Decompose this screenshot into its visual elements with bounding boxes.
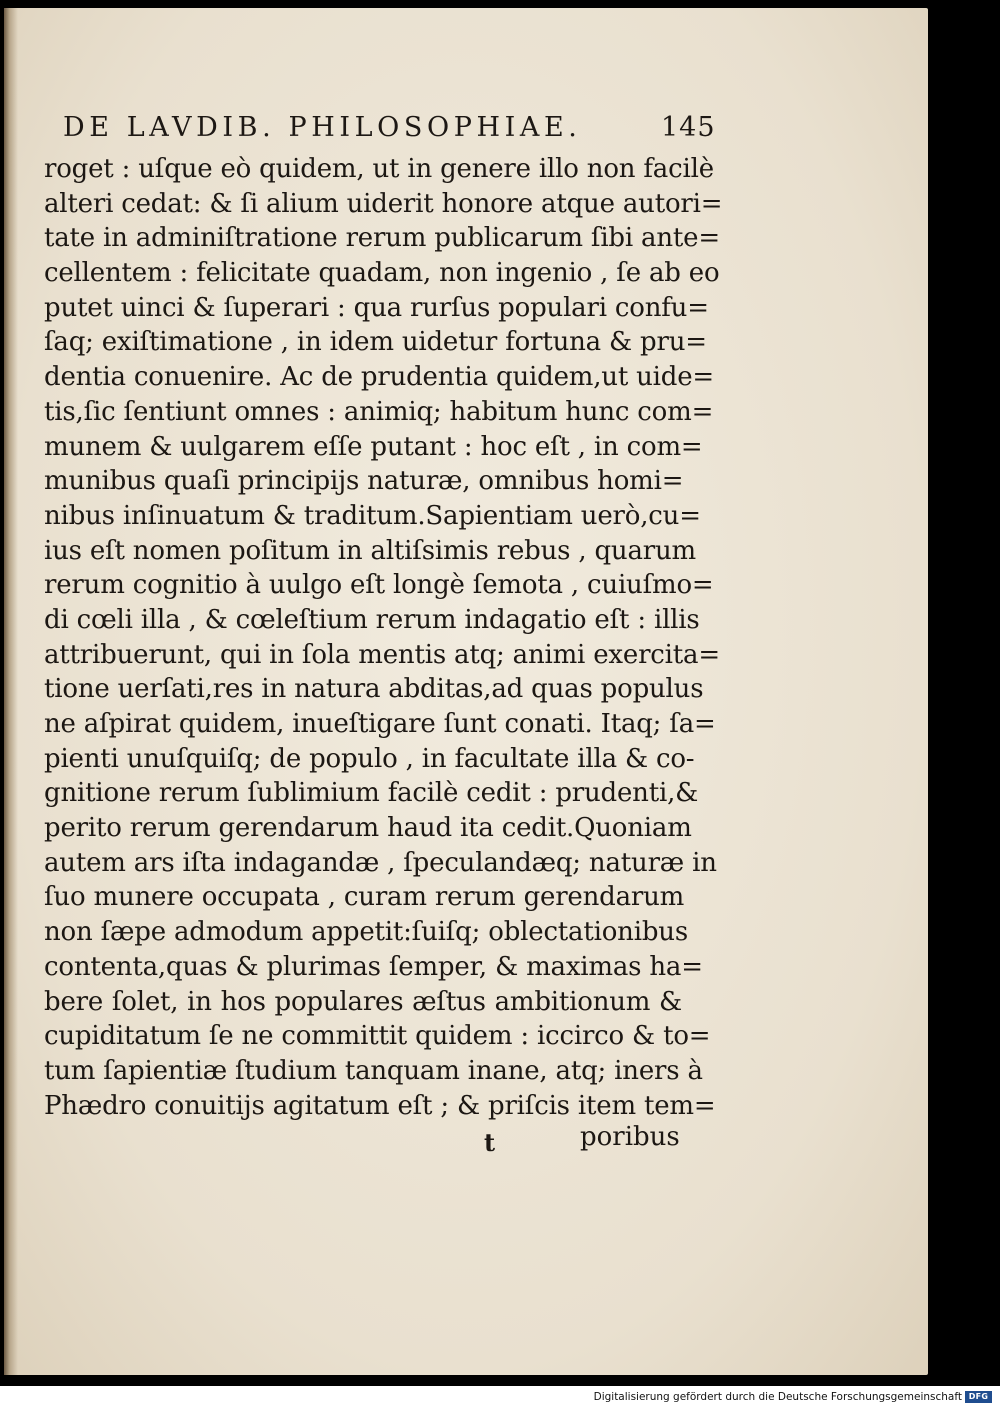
page-number: 145 <box>661 112 716 143</box>
text-line: nibus inſinuatum & traditum.Sapientiam uerò,cu= <box>44 500 701 531</box>
text-line: contenta,quas & plurimas ſemper, & maximas ha= <box>44 951 703 982</box>
running-head <box>0 112 1000 152</box>
catchword: poribus <box>580 1122 680 1152</box>
text-line: tione uerſati,res in natura abditas,ad quas populus <box>44 674 704 705</box>
text-line: attribuerunt, qui in ſola mentis atq; animi exercita= <box>44 639 720 670</box>
text-line: tum ſapientiæ ſtudium tanquam inane, atq; iners à <box>44 1055 703 1086</box>
text-line: tis,ſic ſentiunt omnes : animiq; habitum hunc com= <box>44 396 714 427</box>
text-line: putet uinci & ſuperari : qua rurſus populari confu= <box>44 292 709 323</box>
text-line: ius eſt nomen poſitum in altiſsimis rebus , quarum <box>44 535 697 566</box>
funding-credit: Digitalisierung gefördert durch die Deutsche Forschungsgemeinschaft <box>593 1391 962 1403</box>
text-line: non ſæpe admodum appetit:ſuiſq; oblectationibus <box>44 917 688 948</box>
dfg-logo-icon: DFG <box>965 1391 992 1403</box>
signature-mark: t <box>484 1128 496 1157</box>
text-line: cellentem : felicitate quadam, non ingenio , ſe ab eo <box>44 258 720 289</box>
text-line: alteri cedat: & ſi alium uiderit honore atque autori= <box>44 188 723 219</box>
text-line: ſuo munere occupata , curam rerum gerendarum <box>44 882 685 913</box>
text-line: pienti unuſquiſq; de populo , in facultate illa & co- <box>44 743 695 774</box>
text-line: ne aſpirat quidem, inueſtigare ſunt conati. Itaq; ſa= <box>44 709 716 739</box>
text-line: tate in adminiſtratione rerum publicarum ſibi ante= <box>44 223 720 254</box>
text-line: Phædro conuitijs agitatum eſt ; & priſcis item tem= <box>44 1090 716 1121</box>
text-line: dentia conuenire. Ac de prudentia quidem,ut uide= <box>44 362 715 393</box>
text-line: ſaq; exiſtimatione , in idem uidetur fortuna & pru= <box>44 327 707 358</box>
page-gutter-shadow <box>4 8 18 1375</box>
page-foot <box>0 1122 1000 1158</box>
text-line: roget : uſque eò quidem, ut in genere illo non facilè <box>44 154 714 184</box>
body-text <box>44 152 723 1123</box>
text-line: bere ſolet, in hos populares æſtus ambitionum & <box>44 986 682 1017</box>
text-line: di cœli illa , & cœleſtium rerum indagatio eſt : illis <box>44 604 700 635</box>
text-line: munem & uulgarem eſſe putant : hoc eſt , in com= <box>44 431 703 462</box>
text-line: cupiditatum ſe ne committit quidem : iccirco & to= <box>44 1021 711 1052</box>
running-title: DE LAVDIB. PHILOSOPHIAE. <box>63 112 582 143</box>
text-line: autem ars iſta indagandæ , ſpeculandæq; naturæ in <box>44 847 717 878</box>
text-line: rerum cognitio à uulgo eſt longè ſemota , cuiuſmo= <box>44 570 714 601</box>
text-line: munibus quaſi principijs naturæ, omnibus homi= <box>44 466 684 497</box>
text-line: gnitione rerum ſublimium facilè cedit : prudenti,& <box>44 778 699 809</box>
text-line: perito rerum gerendarum haud ita cedit.Quoniam <box>44 813 692 844</box>
